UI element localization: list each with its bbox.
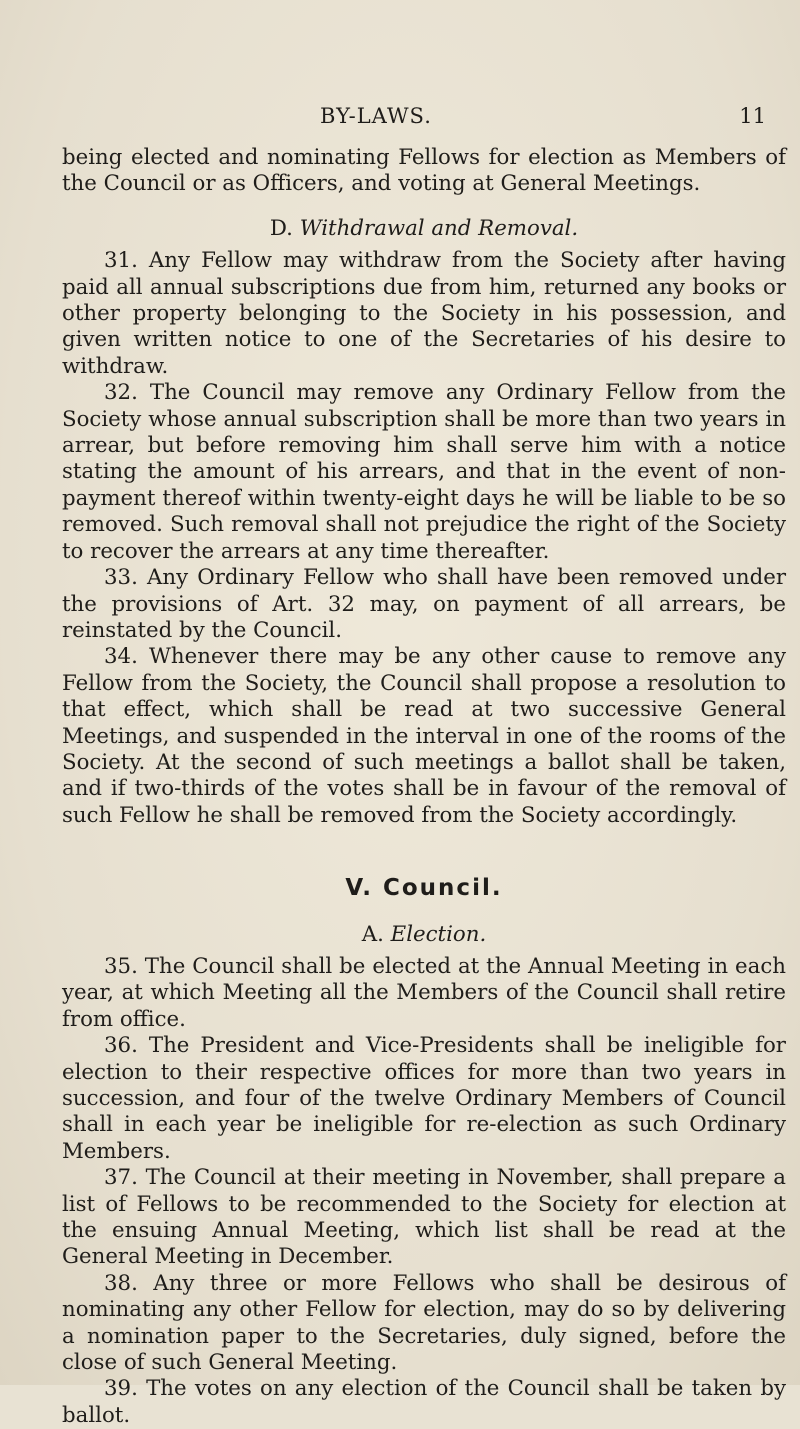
- page-header: [62, 104, 770, 128]
- opening-paragraph: being elected and nominating Fellows for election as Members of the Council or as Officers, and voting at General Meetings.: [62, 145, 786, 197]
- article-34: 34. Whenever there may be any other cause to remove any Fellow from the Society, the Council shall propose a resolution to that effect, which shall be read at two successive General Meetings, and suspended in the interval in one of the rooms of the Society. At the second of such meetings a ballot shall be taken, and if two-thirds of the votes shall be in favour of the removal of such Fellow he shall be removed from the Society accordingly.: [62, 644, 786, 828]
- article-35: 35. The Council shall be elected at the Annual Meeting in each year, at which Meeting all the Members of the Council shall retire from office.: [62, 953, 786, 1032]
- subheading-withdrawal: [62, 216, 786, 242]
- running-title: BY-LAWS.: [320, 104, 432, 128]
- subheading-title: Election.: [390, 921, 487, 947]
- article-38: 38. Any three or more Fellows who shall be desirous of nominating any other Fellow for election, may do so by delivering a nomination paper to the Secretaries, duly signed, before the close of such General Meeting.: [62, 1270, 786, 1376]
- subheading-letter: A.: [361, 921, 384, 947]
- page-number: 11: [739, 104, 766, 128]
- article-39: 39. The votes on any election of the Council shall be taken by ballot.: [62, 1376, 786, 1428]
- article-37: 37. The Council at their meeting in November, shall prepare a list of Fellows to be recommended to the Society for election at the ensuing Annual Meeting, which list shall be read at the General Meeting in December.: [62, 1165, 786, 1270]
- section-title-council: V. Council.: [345, 875, 503, 902]
- page-body: [62, 145, 786, 1429]
- article-33: 33. Any Ordinary Fellow who shall have been removed under the provisions of Art. 32 may, on payment of all arrears, be reinstated by the Council.: [62, 565, 786, 643]
- article-36: 36. The President and Vice-Presidents shall be ineligible for election to their respective offices for more than two years in succession, and four of the twelve Ordinary Members of Council shall in each year be ineligible for re-election as such Ordinary Members.: [62, 1033, 786, 1164]
- subheading-title: Withdrawal and Removal.: [299, 215, 579, 241]
- article-32: 32. The Council may remove any Ordinary Fellow from the Society whose annual subscription shall be more than two years in arrear, but before removing him shall serve him with a notice stating the amount of his arrears, and that in the event of non-payment thereof within twenty-eight days he will be liable to be so removed. Such removal shall not prejudice the right of the Society to recover the arrears at any time thereafter.: [62, 380, 786, 564]
- subheading-election: [62, 922, 786, 948]
- article-31: 31. Any Fellow may withdraw from the Society after having paid all annual subscriptions due from him, returned any books or other property belonging to the Society in his possession, and given written notice to one of the Secretaries of his desire to withdraw.: [62, 248, 786, 379]
- subheading-letter: D.: [269, 215, 293, 241]
